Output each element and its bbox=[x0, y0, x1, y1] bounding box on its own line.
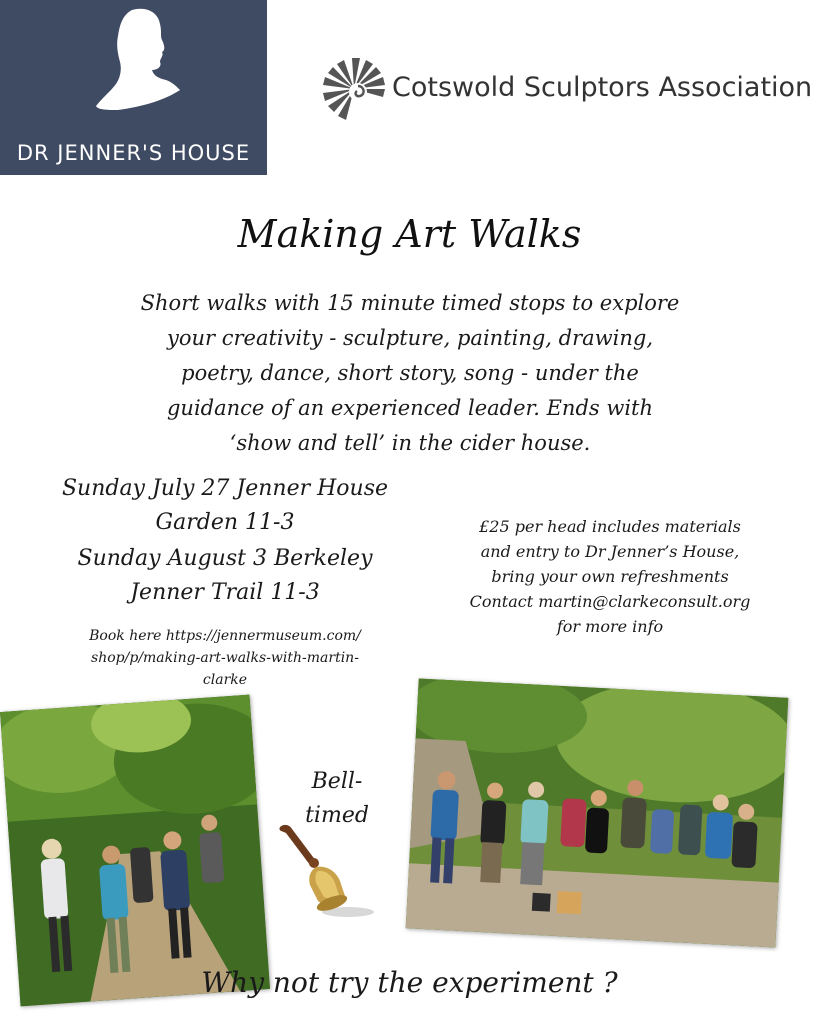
date-line: Sunday July 27 Jenner House bbox=[61, 476, 389, 501]
group-photo-image bbox=[406, 678, 789, 947]
pricing-info bbox=[440, 514, 780, 639]
intro-paragraph bbox=[90, 286, 730, 461]
closing-line: Why not try the experiment ? bbox=[201, 966, 618, 999]
intro-line: guidance of an experienced leader. Ends with bbox=[166, 396, 654, 420]
date-line: Garden 11-3 bbox=[155, 510, 295, 535]
pricing-line: and entry to Dr Jenner’s House, bbox=[480, 542, 740, 561]
jenner-house-logo bbox=[0, 0, 267, 175]
walkers-photo-image bbox=[0, 695, 270, 1007]
jenner-silhouette-icon bbox=[88, 6, 183, 114]
booking-info bbox=[60, 625, 390, 691]
pricing-line: for more info bbox=[556, 617, 664, 636]
intro-line: poetry, dance, short story, song - under the bbox=[181, 361, 639, 385]
bell-icon bbox=[270, 815, 380, 925]
date-line: Jenner Trail 11-3 bbox=[130, 580, 320, 605]
bell-label-line: Bell- bbox=[311, 769, 363, 794]
page-title: Making Art Walks bbox=[237, 212, 582, 256]
intro-line: your creativity - sculpture, painting, drawing, bbox=[167, 326, 653, 350]
booking-line: clarke bbox=[202, 672, 248, 688]
bell-label-line: timed bbox=[305, 803, 369, 828]
jenner-logo-text: DR JENNER'S HOUSE bbox=[16, 141, 251, 165]
pricing-line: bring your own refreshments bbox=[491, 567, 729, 586]
booking-line: shop/p/making-art-walks-with-martin- bbox=[91, 650, 359, 666]
pricing-line: £25 per head includes materials bbox=[479, 517, 741, 536]
group-photo bbox=[406, 678, 789, 947]
csa-name: Cotswold Sculptors Association bbox=[392, 72, 813, 103]
booking-line: Book here https://jennermuseum.com/ bbox=[89, 628, 361, 644]
csa-spiral-icon bbox=[322, 56, 386, 122]
intro-line: Short walks with 15 minute timed stops to explore bbox=[140, 291, 680, 315]
date-line: Sunday August 3 Berkeley bbox=[77, 546, 373, 571]
pricing-line: Contact martin@clarkeconsult.org bbox=[469, 592, 751, 611]
intro-line: ‘show and tell’ in the cider house. bbox=[229, 431, 591, 455]
walkers-photo bbox=[0, 695, 270, 1007]
